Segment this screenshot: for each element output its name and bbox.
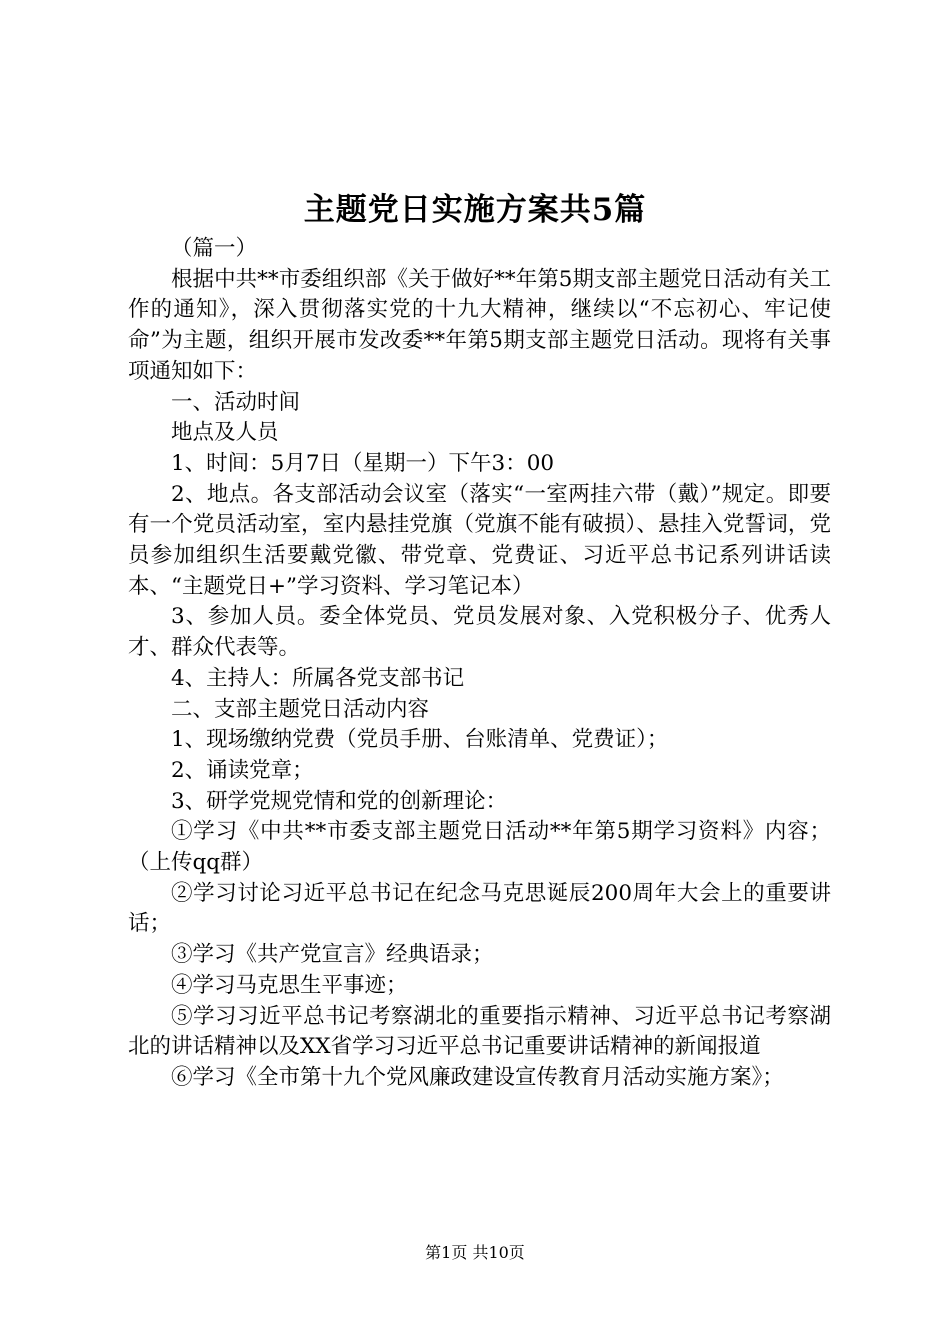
document-body xyxy=(128,234,831,1094)
document-title: 主题党日实施方案共5篇 xyxy=(303,192,647,228)
list-item-participants: 3、参加人员。委全体党员、党员发展对象、入党积极分子、优秀人才、群众代表等。 xyxy=(128,604,831,661)
list-item-study: 3、研学党规党情和党的创新理论： xyxy=(171,788,508,814)
section-heading-content: 二、支部主题党日活动内容 xyxy=(171,696,430,722)
list-item-host: 4、主持人：所属各党支部书记 xyxy=(171,665,465,691)
intro-paragraph: 根据中共**市委组织部《关于做好**年第5期支部主题党日活动有关工作的通知》，深入贯彻落实党的十九大精神，继续以“不忘初心、牢记使命”为主题，组织开展市发改委**年第5期支部主题党日活动。现将有关事项通知如下： xyxy=(128,266,831,384)
section-heading-time: 一、活动时间 xyxy=(171,389,301,415)
study-item-1: ①学习《中共**市委支部主题党日活动**年第5期学习资料》内容；（上传qq群） xyxy=(128,819,831,876)
study-item-5: ⑤学习习近平总书记考察湖北的重要指示精神、习近平总书记考察湖北的讲话精神以及XX省学习习近平总书记重要讲话精神的新闻报道 xyxy=(128,1003,831,1060)
study-item-3: ③学习《共产党宣言》经典语录； xyxy=(171,942,494,968)
study-item-4: ④学习马克思生平事迹； xyxy=(171,972,408,998)
section-heading-location-people: 地点及人员 xyxy=(171,420,279,446)
list-item-dues: 1、现场缴纳党费（党员手册、台账清单、党费证）； xyxy=(171,727,669,753)
section-heading-part-one: （篇一） xyxy=(171,236,258,261)
study-item-6: ⑥学习《全市第十九个党风廉政建设宣传教育月活动实施方案》； xyxy=(171,1064,784,1090)
list-item-time: 1、时间：5月7日（星期一）下午3：00 xyxy=(171,450,555,476)
list-item-recite: 2、诵读党章； xyxy=(171,757,314,783)
list-item-location: 2、地点。各支部活动会议室（落实“一室两挂六带（戴）”规定。即要有一个党员活动室，室内悬挂党旗（党旗不能有破损）、悬挂入党誓词，党员参加组织生活要戴党徽、带党章、党费证、习近平总书记系列讲话读本、“主题党日+”学习资料、学习笔记本） xyxy=(128,481,831,599)
page-number-footer: 第1页 共10页 xyxy=(425,1243,525,1262)
study-item-2: ②学习讨论习近平总书记在纪念马克思诞辰200周年大会上的重要讲话； xyxy=(128,880,831,937)
